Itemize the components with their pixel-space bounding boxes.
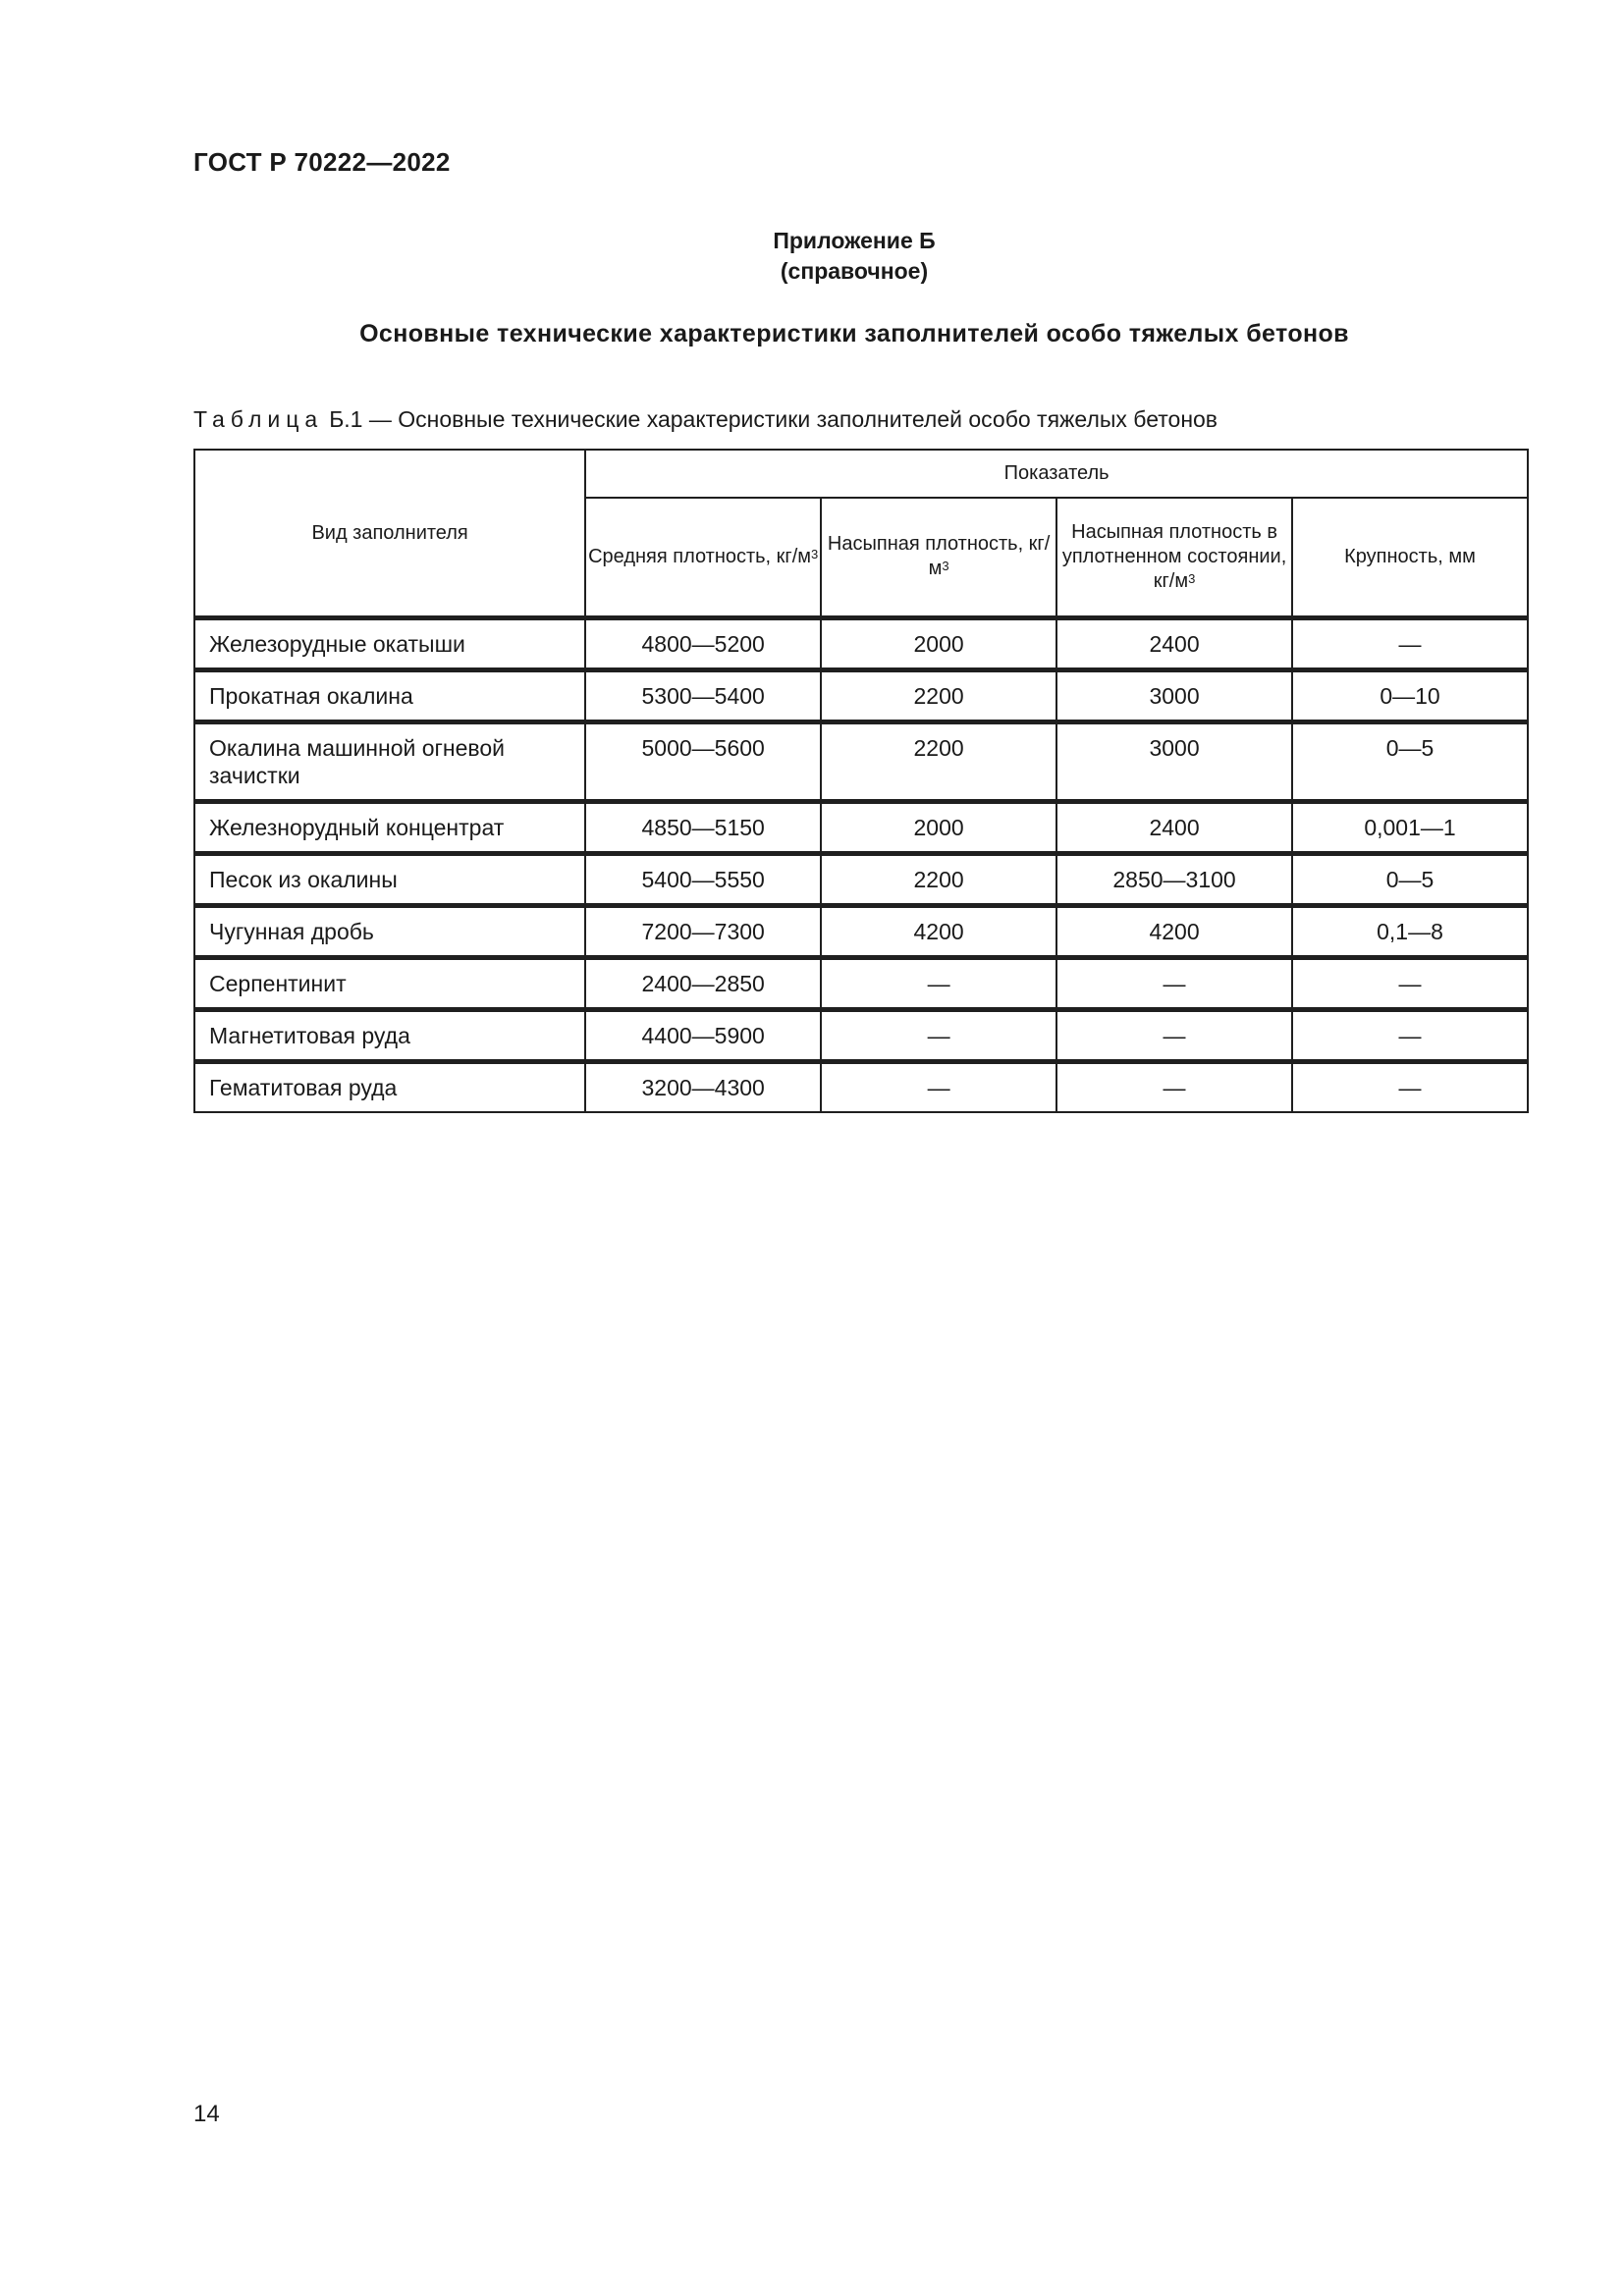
cell-compacted-density: 2850—3100 (1056, 854, 1292, 906)
header-grain-size: Крупность, мм (1292, 498, 1528, 618)
cell-compacted-density: — (1056, 1010, 1292, 1062)
section-title: Основные технические характеристики заполнителей особо тяжелых бетонов (359, 320, 1349, 347)
table-row (194, 906, 1528, 958)
table-row (194, 618, 1528, 670)
table-row (194, 1062, 1528, 1113)
header-compacted-density (1056, 498, 1292, 618)
cell-compacted-density: 2400 (1056, 802, 1292, 854)
cell-average-density: 4850—5150 (585, 802, 821, 854)
cell-bulk-density: 2200 (821, 854, 1056, 906)
table-caption-label: Таблица (193, 406, 324, 432)
header-aggregate-type: Вид заполнителя (194, 450, 585, 618)
unit-exponent: 3 (1188, 570, 1196, 586)
cell-bulk-density: 4200 (821, 906, 1056, 958)
cell-average-density: 4800—5200 (585, 618, 821, 670)
appendix-title: Приложение Б (773, 228, 936, 253)
cell-grain-size: 0—10 (1292, 670, 1528, 722)
cell-average-density: 5400—5550 (585, 854, 821, 906)
cell-aggregate-name: Железорудные окатыши (194, 618, 585, 670)
header-average-density-text: Средняя плотность, кг/м (588, 545, 812, 567)
header-average-density (585, 498, 821, 618)
aggregate-characteristics-table (193, 449, 1529, 1113)
header-compacted-density-text: Насыпная плотность в уплотненном состоянии, кг/м (1061, 520, 1287, 592)
cell-compacted-density: 3000 (1056, 670, 1292, 722)
cell-average-density: 4400—5900 (585, 1010, 821, 1062)
table-row (194, 722, 1528, 802)
header-indicator-group: Показатель (585, 450, 1528, 498)
cell-grain-size: — (1292, 1010, 1528, 1062)
cell-average-density: 5300—5400 (585, 670, 821, 722)
cell-average-density: 5000—5600 (585, 722, 821, 802)
unit-exponent: 3 (942, 559, 949, 574)
table-row (194, 802, 1528, 854)
header-bulk-density (821, 498, 1056, 618)
table-caption (193, 406, 1218, 433)
cell-grain-size: 0—5 (1292, 854, 1528, 906)
cell-average-density: 3200—4300 (585, 1062, 821, 1113)
cell-aggregate-name: Серпентинит (194, 958, 585, 1010)
header-bulk-density-text: Насыпная плотность, кг/м (827, 533, 1051, 580)
cell-aggregate-name: Железнорудный концентрат (194, 802, 585, 854)
cell-compacted-density: 3000 (1056, 722, 1292, 802)
cell-grain-size: — (1292, 618, 1528, 670)
cell-average-density: 2400—2850 (585, 958, 821, 1010)
cell-aggregate-name: Прокатная окалина (194, 670, 585, 722)
cell-bulk-density: — (821, 958, 1056, 1010)
cell-bulk-density: 2000 (821, 618, 1056, 670)
cell-grain-size: 0,1—8 (1292, 906, 1528, 958)
cell-bulk-density: 2000 (821, 802, 1056, 854)
cell-aggregate-name: Гематитовая руда (194, 1062, 585, 1113)
cell-grain-size: 0—5 (1292, 722, 1528, 802)
cell-bulk-density: 2200 (821, 722, 1056, 802)
table-row (194, 958, 1528, 1010)
cell-compacted-density: 4200 (1056, 906, 1292, 958)
cell-compacted-density: — (1056, 1062, 1292, 1113)
cell-grain-size: — (1292, 958, 1528, 1010)
appendix-heading (589, 226, 1119, 287)
cell-compacted-density: — (1056, 958, 1292, 1010)
cell-bulk-density: — (821, 1010, 1056, 1062)
cell-aggregate-name: Чугунная дробь (194, 906, 585, 958)
cell-average-density: 7200—7300 (585, 906, 821, 958)
document-id: ГОСТ Р 70222—2022 (193, 147, 451, 177)
cell-bulk-density: — (821, 1062, 1056, 1113)
cell-aggregate-name: Песок из окалины (194, 854, 585, 906)
cell-aggregate-name: Окалина машинной огневой зачистки (194, 722, 585, 802)
page-number: 14 (193, 2101, 220, 2127)
appendix-status: (справочное) (780, 258, 929, 284)
table-row (194, 1010, 1528, 1062)
table-row (194, 854, 1528, 906)
cell-grain-size: — (1292, 1062, 1528, 1113)
table-caption-text: Б.1 — Основные технические характеристики заполнителей особо тяжелых бетонов (329, 406, 1218, 432)
cell-compacted-density: 2400 (1056, 618, 1292, 670)
table-row (194, 670, 1528, 722)
cell-grain-size: 0,001—1 (1292, 802, 1528, 854)
cell-aggregate-name: Магнетитовая руда (194, 1010, 585, 1062)
cell-bulk-density: 2200 (821, 670, 1056, 722)
unit-exponent: 3 (811, 546, 819, 561)
